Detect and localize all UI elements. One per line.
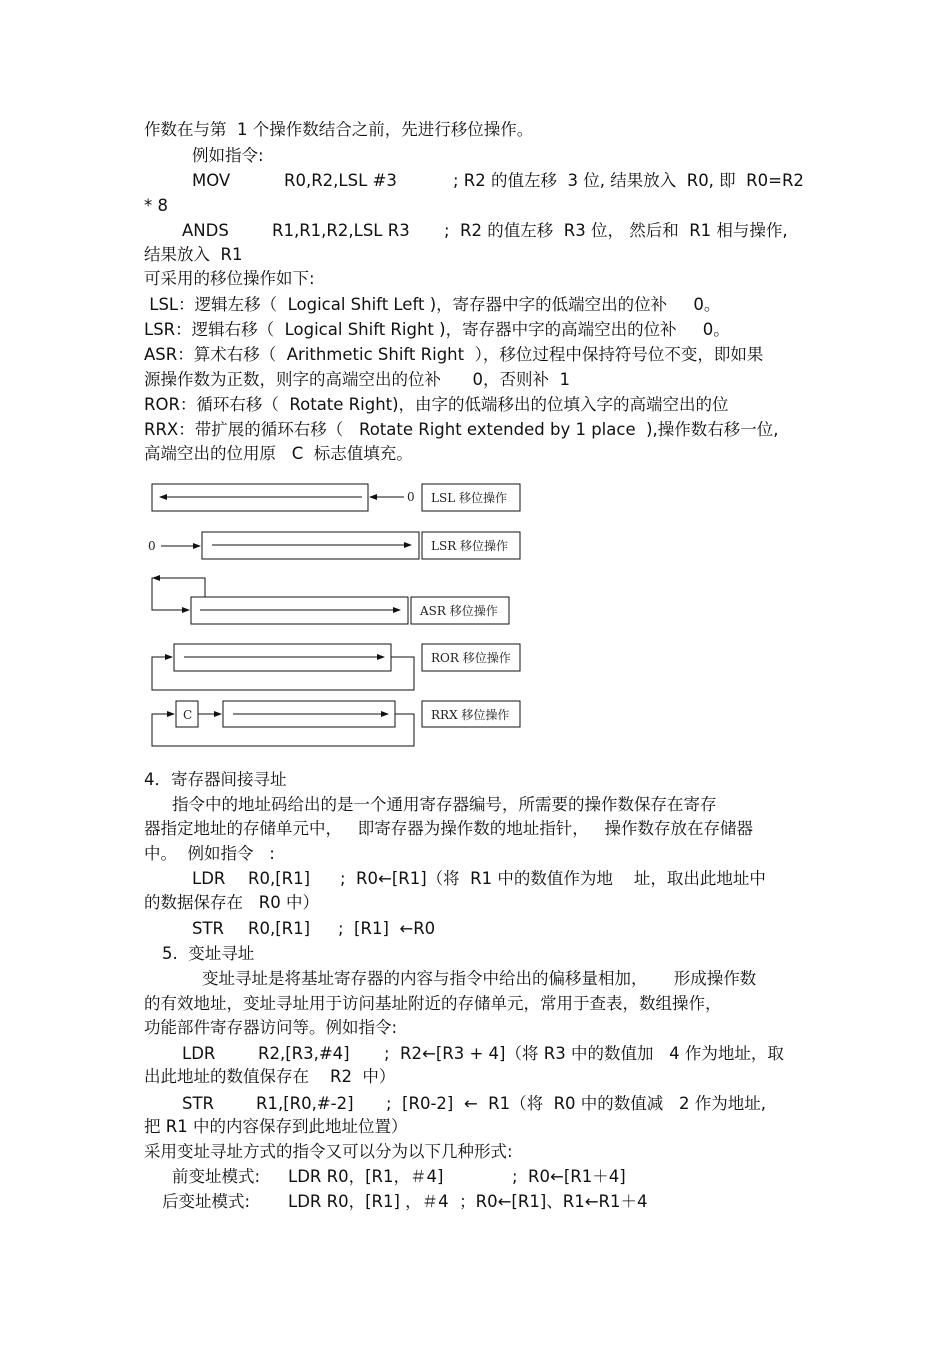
asr-description: ASR：算术右移（ Arithmetic Shift Right ），移位过程中保持符号位不变，即如果 <box>144 345 764 364</box>
forms-title: 采用变址寻址方式的指令又可以分为以下几种形式: <box>144 1142 513 1161</box>
paragraph-line: 功能部件寄存器访问等。例如指令: <box>144 1018 398 1037</box>
code-args: R0,R2,LSL #3 <box>284 171 397 190</box>
code-comment: ; [R1] ←R0 <box>338 919 436 938</box>
code-args: R1,R1,R2,LSL R3 <box>272 221 410 240</box>
paragraph-line: 器指定地址的存储单元中， 即寄存器为操作数的地址指针， 操作数存放在存储器 <box>144 819 753 838</box>
code-args: R1,[R0,#-2] <box>256 1094 354 1113</box>
code-op: ANDS <box>182 221 229 240</box>
lsl-zero-input: 0 <box>407 490 415 504</box>
code-comment: ; R2 的值左移 3 位, 结果放入 R0, 即 R0=R2 <box>453 171 804 190</box>
post-index-label: 后变址模式: <box>162 1192 251 1211</box>
code-comment-cont: 出此地址的数值保存在 R2 中） <box>144 1067 396 1086</box>
ror-feedback-loop <box>152 657 414 690</box>
section-heading: 5. 变址寻址 <box>162 944 255 963</box>
code-comment-cont: 把 R1 中的内容保存到此地址位置） <box>144 1117 408 1136</box>
paragraph-line: 的有效地址，变址寻址用于访问基址附近的存储单元，常用于查表，数组操作， <box>144 994 722 1013</box>
asr-label: ASR 移位操作 <box>420 604 498 618</box>
pre-index-code: LDR R0，[R1，＃4] <box>288 1167 444 1186</box>
code-comment: ; R0←[R1]（将 R1 中的数值作为地 址，取出此地址中 <box>340 869 766 888</box>
example-label: 例如指令: <box>192 146 264 165</box>
pre-index-label: 前变址模式: <box>172 1167 261 1186</box>
rrx-label: RRX 移位操作 <box>431 708 510 722</box>
rrx-description-cont: 高端空出的位用原 C 标志值填充。 <box>144 444 413 463</box>
lsl-label: LSL 移位操作 <box>431 491 507 505</box>
code-args: R0,[R1] <box>248 869 311 888</box>
text-line: 作数在与第 1 个操作数结合之前，先进行移位操作。 <box>144 120 534 139</box>
paragraph-line: 变址寻址是将基址寄存器的内容与指令中给出的偏移量相加， 形成操作数 <box>202 969 757 988</box>
lsr-description: LSR：逻辑右移（ Logical Shift Right )，寄存器中字的高端空出的位补 0。 <box>144 320 730 339</box>
shift-list-title: 可采用的移位操作如下: <box>144 269 315 288</box>
code-comment: ; [R0-2] ← R1（将 R0 中的数值减 2 作为地址, <box>386 1094 767 1113</box>
code-args: R0,[R1] <box>248 919 311 938</box>
code-comment: ; R2 的值左移 R3 位， 然后和 R1 相与操作, <box>444 221 788 240</box>
code-comment: ; R2←[R3 + 4]（将 R3 中的数值加 4 作为地址，取 <box>384 1044 784 1063</box>
paragraph-line: 中。 例如指令 : <box>144 844 275 863</box>
code-comment-cont: 结果放入 R1 <box>144 245 243 264</box>
code-op: STR <box>182 1094 215 1113</box>
pre-index-comment: ; R0←[R1＋4] <box>512 1167 626 1186</box>
ror-label: ROR 移位操作 <box>431 651 511 665</box>
code-op: LDR <box>182 1044 216 1063</box>
asr-description-cont: 源操作数为正数，则字的高端空出的位补 0，否则补 1 <box>144 370 570 389</box>
post-index-code: LDR R0，[R1] ，＃4 ；R0←[R1]、R1←R1＋4 <box>288 1192 648 1211</box>
rrx-carry-label: C <box>183 708 193 722</box>
code-comment-cont: 的数据保存在 R0 中） <box>144 893 319 912</box>
asr-sign-feedback <box>152 578 205 610</box>
code-op: LDR <box>192 869 226 888</box>
lsr-zero-input: 0 <box>148 539 156 553</box>
paragraph-line: 指令中的地址码给出的是一个通用寄存器编号，所需要的操作数保存在寄存 <box>172 795 717 814</box>
section-heading: 4．寄存器间接寻址 <box>144 770 287 789</box>
code-comment-cont: * 8 <box>144 196 168 215</box>
ror-description: ROR：循环右移（ Rotate Right)，由字的低端移出的位填入字的高端空出的位 <box>144 395 729 414</box>
code-op: MOV <box>192 171 231 190</box>
rrx-description: RRX：带扩展的循环右移（ Rotate Right extended by 1 place ),操作数右移一位, <box>144 420 779 439</box>
code-args: R2,[R3,#4] <box>258 1044 350 1063</box>
lsr-label: LSR 移位操作 <box>431 539 509 553</box>
code-op: STR <box>192 919 225 938</box>
lsl-description: LSL：逻辑左移（ Logical Shift Left )，寄存器中字的低端空出的位补 0。 <box>144 295 721 314</box>
